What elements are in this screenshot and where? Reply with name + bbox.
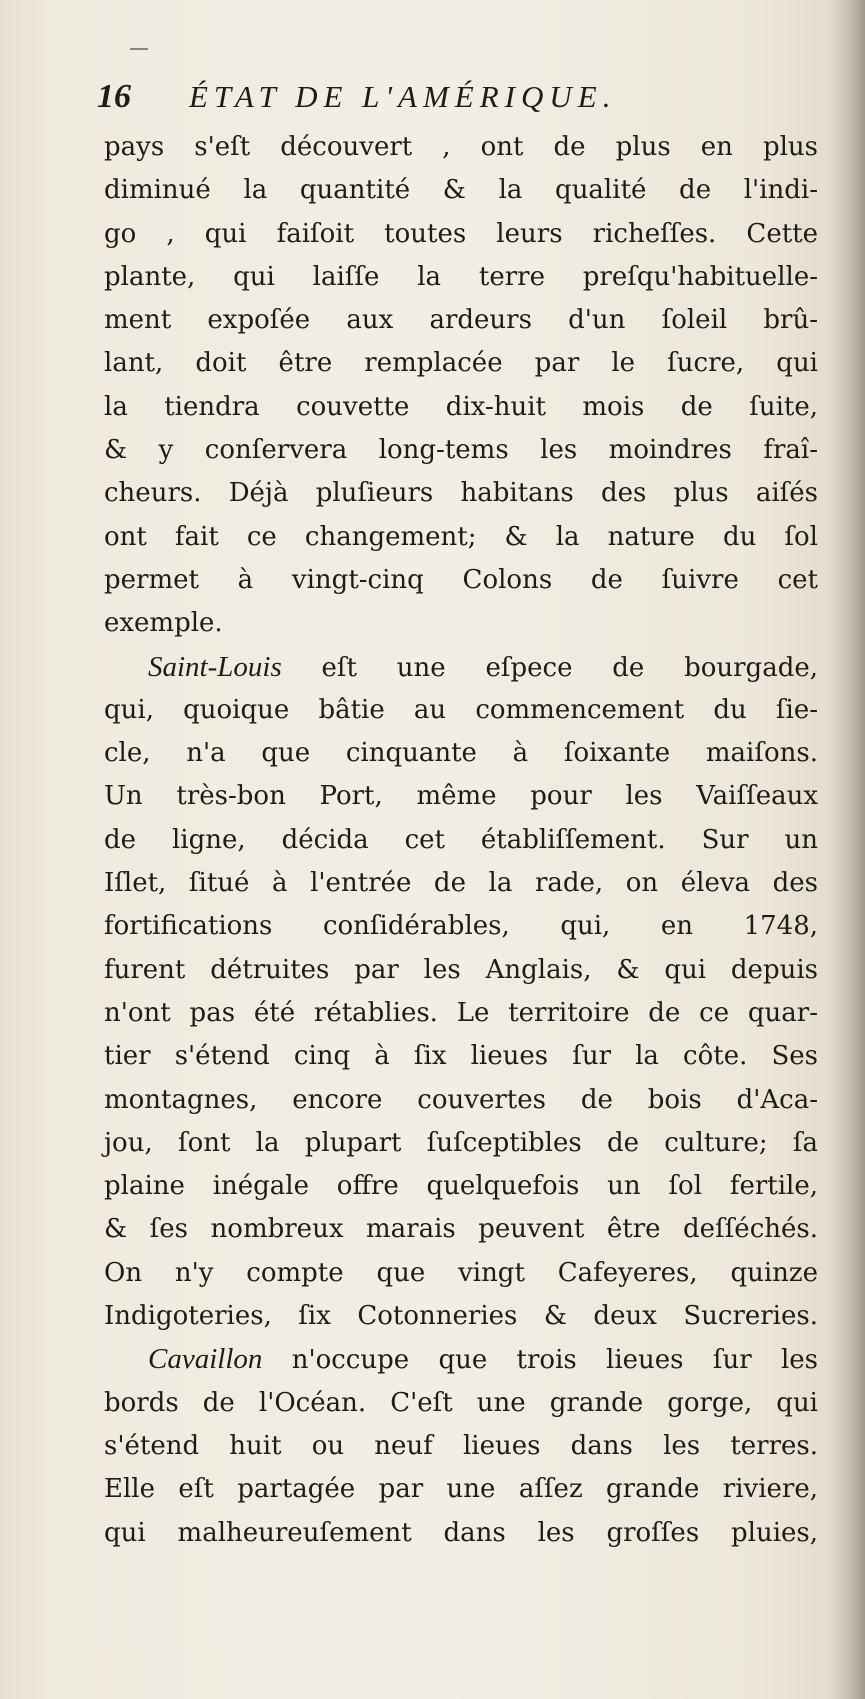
- text-line: go , qui faiſoit toutes leurs richeſſes. Cette: [104, 218, 818, 249]
- place-name-saint-louis: Saint-Louis: [148, 650, 282, 683]
- line-text: n'occupe que trois lieues ſur les: [262, 1345, 818, 1376]
- text-line: Elle eſt partagée par une aſſez grande riviere,: [104, 1474, 818, 1505]
- text-line: pays s'eſt découvert , ont de plus en plus: [104, 132, 818, 162]
- page-number: 16: [97, 78, 131, 115]
- text-line: de ligne, décida cet établiſſement. Sur un: [104, 824, 818, 855]
- running-title: ÉTAT DE L'AMÉRIQUE.: [189, 79, 617, 114]
- text-line: plante, qui laiſſe la terre preſqu'habituelle-: [104, 261, 818, 292]
- text-line: exemple.: [104, 608, 223, 639]
- text-line: jou, ſont la plupart ſuſceptibles de culture; ſa: [104, 1127, 818, 1158]
- text-line: [104, 1338, 818, 1381]
- paragraph-1: [104, 126, 818, 646]
- text-line: qui, quoique bâtie au commencement du ſie-: [104, 694, 818, 725]
- text-line: Iſlet, ſitué à l'entrée de la rade, on éleva des: [104, 868, 818, 899]
- text-line: montagnes, encore couvertes de bois d'Aca-: [104, 1084, 818, 1115]
- text-line: tier s'étend cinq à ſix lieues ſur la côte. Ses: [104, 1041, 818, 1072]
- paragraph-2-lines: [104, 689, 818, 1338]
- binding-shadow: [831, 0, 865, 1699]
- text-line: diminué la quantité & la qualité de l'indi-: [104, 175, 818, 206]
- text-line: cheurs. Déjà pluſieurs habitans des plus aiſés: [104, 478, 818, 509]
- line-text: eſt une eſpece de bourgade,: [281, 652, 818, 683]
- text-line: furent détruites par les Anglais, & qui depuis: [104, 954, 818, 985]
- text-line: cle, n'a que cinquante à ſoixante maiſons.: [104, 738, 818, 769]
- text-line: lant, doit être remplacée par le ſucre, qui: [104, 348, 818, 379]
- text-line: ment expoſée aux ardeurs d'un ſoleil brû-: [104, 305, 818, 336]
- running-head: [97, 74, 787, 120]
- text-line: ont fait ce changement; & la nature du ſol: [104, 521, 818, 552]
- paragraph-3: [104, 1338, 818, 1554]
- text-line: s'étend huit ou neuf lieues dans les terres.: [104, 1430, 818, 1461]
- text-line: [104, 646, 818, 689]
- text-line: plaine inégale offre quelquefois un ſol fertile,: [104, 1171, 818, 1202]
- text-line: & y conſervera long-tems les moindres fraî-: [104, 435, 818, 466]
- text-line: qui malheureuſement dans les groſſes pluies,: [104, 1517, 818, 1548]
- text-line: Un très-bon Port, même pour les Vaiſſeaux: [104, 781, 818, 812]
- text-line: la tiendra couvette dix-huit mois de ſuite,: [104, 391, 818, 422]
- printer-mark: [130, 48, 148, 50]
- paragraph-3-lines: [104, 1382, 818, 1555]
- text-line: Indigoteries, ſix Cotonneries & deux Sucreries.: [104, 1301, 818, 1332]
- body-text: [104, 126, 818, 1555]
- text-line: n'ont pas été rétablies. Le territoire de ce quar-: [104, 997, 818, 1028]
- text-line: permet à vingt-cinq Colons de ſuivre cet: [104, 564, 818, 595]
- paragraph-2: [104, 646, 818, 1339]
- text-line: & ſes nombreux marais peuvent être deſſéchés.: [104, 1214, 818, 1245]
- text-line: bords de l'Océan. C'eſt une grande gorge, qui: [104, 1387, 818, 1418]
- text-line: fortifications conſidérables, qui, en 1748,: [104, 911, 818, 942]
- place-name-cavaillon: Cavaillon: [148, 1343, 263, 1376]
- text-line: On n'y compte que vingt Cafeyeres, quinze: [104, 1257, 818, 1288]
